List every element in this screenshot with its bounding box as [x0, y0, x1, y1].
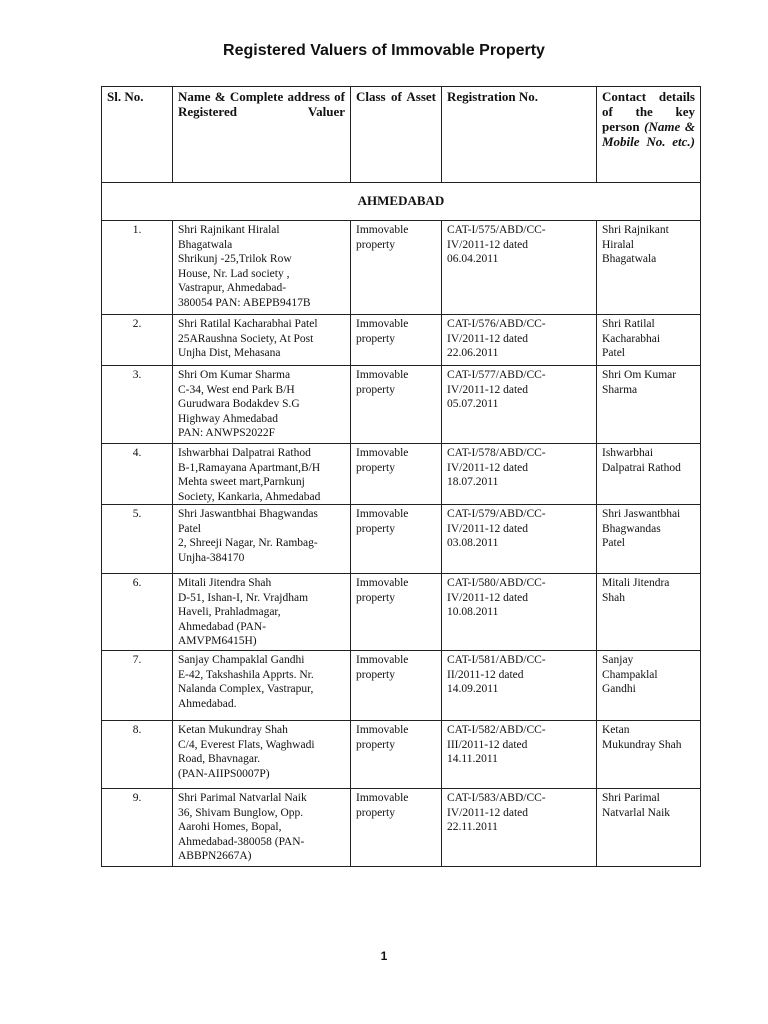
- cell-valuer-name-address: [173, 651, 351, 721]
- table-row: [102, 789, 701, 867]
- cell-contact-person: [597, 651, 701, 721]
- cell-text-line: Sharma: [602, 383, 638, 396]
- cell-text-line: Shri Ratilal Kacharabhai Patel: [178, 318, 318, 330]
- cell-asset-class: [351, 366, 442, 444]
- cell-text-line: IV/2011-12 dated: [447, 522, 529, 535]
- cell-text-line: Ketan Mukundray Shah: [178, 724, 288, 736]
- cell-text-line: Gurudwara Bodakdev S.G: [178, 398, 300, 410]
- cell-text-line: B-1,Ramayana Apartmant,B/H: [178, 461, 321, 474]
- cell-contact-person: [597, 221, 701, 315]
- cell-text-line: E-42, Takshashila Apprts. Nr.: [178, 668, 314, 681]
- cell-text-line: D-51, Ishan-I, Nr. Vrajdham: [178, 591, 309, 604]
- cell-text-line: CAT-I/576/ABD/CC-: [447, 318, 546, 330]
- cell-text-line: Road, Bhavnagar.: [178, 753, 261, 765]
- cell-contact-person: [597, 366, 701, 444]
- cell-text-line: 06.04.2011: [447, 253, 499, 265]
- cell-text-line: Mitali Jitendra Shah: [178, 577, 272, 589]
- table-row: [102, 221, 701, 315]
- cell-registration-no: [442, 574, 597, 651]
- cell-valuer-name-address: [173, 366, 351, 444]
- cell-text-line: C-34, West end Park B/H: [178, 383, 295, 396]
- cell-text-line: Dalpatrai Rathod: [602, 461, 681, 474]
- cell-text-line: ABBPN2667A): [178, 850, 252, 862]
- cell-text-line: IV/2011-12 dated: [447, 383, 529, 396]
- cell-sl-no: 8.: [102, 721, 173, 789]
- cell-text-line: 22.11.2011: [447, 821, 498, 833]
- cell-text-line: Bhagwandas: [602, 522, 661, 535]
- cell-text-line: Ishwarbhai: [602, 447, 654, 459]
- cell-contact-person: [597, 444, 701, 505]
- header-contact-details: [597, 87, 701, 183]
- cell-text-line: 25ARaushna Society, At Post: [178, 332, 314, 345]
- cell-text-line: 36, Shivam Bunglow, Opp.: [178, 806, 304, 819]
- cell-registration-no: [442, 315, 597, 366]
- cell-text-line: Shri Om Kumar Sharma: [178, 369, 291, 381]
- cell-text-line: Natvarlal Naik: [602, 806, 671, 819]
- table-row: [102, 721, 701, 789]
- cell-text-line: CAT-I/581/ABD/CC-: [447, 654, 546, 666]
- cell-text-line: 22.06.2011: [447, 347, 499, 359]
- cell-text-line: Shri Om Kumar: [602, 369, 677, 381]
- table-header-row: [102, 87, 701, 183]
- cell-registration-no: [442, 651, 597, 721]
- cell-sl-no: 2.: [102, 315, 173, 366]
- cell-text-line: Unjha-384170: [178, 551, 245, 564]
- cell-text-line: 03.08.2011: [447, 537, 499, 549]
- cell-text-line: Immovable: [356, 724, 409, 736]
- cell-sl-no: 7.: [102, 651, 173, 721]
- cell-contact-person: [597, 721, 701, 789]
- cell-text-line: Gandhi: [602, 683, 636, 695]
- cell-text-line: Ahmedabad.: [178, 697, 237, 710]
- cell-text-line: Shri Rajnikant: [602, 224, 669, 236]
- page-title: Registered Valuers of Immovable Property: [223, 42, 545, 59]
- cell-text-line: Sanjay Champaklal Gandhi: [178, 654, 305, 666]
- cell-text-line: Shri Parimal Natvarlal Naik: [178, 792, 307, 804]
- cell-text-line: property: [356, 806, 395, 819]
- cell-text-line: property: [356, 668, 395, 681]
- cell-text-line: Shri Parimal: [602, 792, 660, 804]
- cell-text-line: Immovable: [356, 654, 409, 666]
- cell-registration-no: [442, 505, 597, 574]
- header-sl-no: Sl. No.: [102, 87, 173, 183]
- cell-asset-class: [351, 574, 442, 651]
- header-name-address: Name & Complete address of Registered Valuer: [173, 87, 351, 183]
- cell-text-line: 10.08.2011: [447, 606, 499, 618]
- cell-text-line: Ishwarbhai Dalpatrai Rathod: [178, 447, 311, 459]
- cell-text-line: Patel: [602, 347, 625, 359]
- cell-text-line: CAT-I/577/ABD/CC-: [447, 369, 546, 381]
- cell-text-line: property: [356, 738, 395, 751]
- cell-text-line: 14.11.2011: [447, 753, 498, 765]
- page-number: 1: [380, 949, 388, 963]
- cell-asset-class: [351, 444, 442, 505]
- cell-text-line: 18.07.2011: [447, 476, 499, 488]
- cell-registration-no: [442, 789, 597, 867]
- cell-text-line: Vastrapur, Ahmedabad-: [178, 282, 287, 294]
- cell-text-line: Mitali Jitendra: [602, 577, 670, 589]
- cell-valuer-name-address: [173, 505, 351, 574]
- cell-contact-person: [597, 315, 701, 366]
- cell-contact-person: [597, 505, 701, 574]
- cell-text-line: 14.09.2011: [447, 683, 499, 695]
- cell-text-line: 380054 PAN: ABEPB9417B: [178, 296, 311, 309]
- cell-text-line: Aarohi Homes, Bopal,: [178, 821, 282, 833]
- cell-sl-no: 6.: [102, 574, 173, 651]
- cell-text-line: CAT-I/580/ABD/CC-: [447, 577, 546, 589]
- cell-valuer-name-address: [173, 721, 351, 789]
- cell-text-line: Hiralal: [602, 238, 634, 251]
- cell-text-line: Nalanda Complex, Vastrapur,: [178, 683, 314, 695]
- cell-text-line: Immovable: [356, 224, 409, 236]
- cell-text-line: Ketan: [602, 724, 630, 736]
- cell-sl-no: 9.: [102, 789, 173, 867]
- cell-text-line: Shri Jaswantbhai Bhagwandas: [178, 508, 318, 520]
- cell-text-line: Immovable: [356, 318, 409, 330]
- cell-valuer-name-address: [173, 221, 351, 315]
- cell-text-line: Ahmedabad-380058 (PAN-: [178, 835, 305, 848]
- cell-text-line: II/2011-12 dated: [447, 668, 524, 681]
- cell-text-line: CAT-I/578/ABD/CC-: [447, 447, 546, 459]
- cell-text-line: C/4, Everest Flats, Waghwadi: [178, 738, 315, 751]
- cell-text-line: Shri Rajnikant Hiralal: [178, 224, 280, 236]
- cell-text-line: Immovable: [356, 792, 409, 804]
- cell-text-line: IV/2011-12 dated: [447, 806, 529, 819]
- cell-text-line: Mukundray Shah: [602, 738, 682, 751]
- cell-text-line: Shri Ratilal: [602, 318, 655, 330]
- cell-text-line: IV/2011-12 dated: [447, 461, 529, 474]
- header-contact-note: (Name & Mobile No. etc.): [602, 119, 695, 149]
- cell-text-line: Unjha Dist, Mehasana: [178, 347, 281, 359]
- table-row: [102, 366, 701, 444]
- header-contact-label: Contact details of the key person: [602, 89, 695, 134]
- cell-text-line: Patel: [602, 537, 625, 549]
- cell-text-line: (PAN-AIIPS0007P): [178, 767, 270, 780]
- table-row: [102, 315, 701, 366]
- cell-text-line: Sanjay: [602, 654, 634, 666]
- cell-text-line: property: [356, 461, 395, 474]
- cell-text-line: Immovable: [356, 577, 409, 589]
- cell-text-line: CAT-I/582/ABD/CC-: [447, 724, 546, 736]
- cell-asset-class: [351, 789, 442, 867]
- header-class-of-asset: Class of Asset: [351, 87, 442, 183]
- cell-text-line: Champaklal: [602, 668, 658, 681]
- cell-asset-class: [351, 505, 442, 574]
- cell-text-line: House, Nr. Lad society ,: [178, 267, 290, 280]
- cell-text-line: 05.07.2011: [447, 398, 499, 410]
- cell-contact-person: [597, 574, 701, 651]
- table-row: [102, 651, 701, 721]
- cell-text-line: property: [356, 383, 395, 396]
- cell-valuer-name-address: [173, 789, 351, 867]
- cell-sl-no: 5.: [102, 505, 173, 574]
- cell-text-line: Highway Ahmedabad: [178, 412, 278, 425]
- cell-registration-no: [442, 366, 597, 444]
- cell-sl-no: 3.: [102, 366, 173, 444]
- cell-text-line: property: [356, 522, 395, 535]
- cell-registration-no: [442, 221, 597, 315]
- cell-valuer-name-address: [173, 444, 351, 505]
- cell-text-line: property: [356, 332, 395, 345]
- cell-text-line: Society, Kankaria, Ahmedabad: [178, 490, 321, 503]
- cell-sl-no: 1.: [102, 221, 173, 315]
- cell-registration-no: [442, 721, 597, 789]
- cell-text-line: Bhagatwala: [602, 253, 657, 265]
- cell-text-line: IV/2011-12 dated: [447, 238, 529, 251]
- cell-text-line: IV/2011-12 dated: [447, 591, 529, 604]
- table-row: [102, 444, 701, 505]
- cell-text-line: Shah: [602, 591, 625, 604]
- cell-valuer-name-address: [173, 574, 351, 651]
- cell-asset-class: [351, 315, 442, 366]
- cell-text-line: CAT-I/579/ABD/CC-: [447, 508, 546, 520]
- cell-text-line: Immovable: [356, 369, 409, 381]
- cell-text-line: 2, Shreeji Nagar, Nr. Rambag-: [178, 537, 318, 549]
- cell-registration-no: [442, 444, 597, 505]
- cell-text-line: Haveli, Prahladmagar,: [178, 606, 281, 618]
- cell-text-line: property: [356, 591, 395, 604]
- cell-contact-person: [597, 789, 701, 867]
- cell-text-line: IV/2011-12 dated: [447, 332, 529, 345]
- cell-text-line: Ahmedabad (PAN-: [178, 620, 267, 633]
- cell-text-line: AMVPM6415H): [178, 635, 257, 647]
- cell-text-line: Shri Jaswantbhai: [602, 508, 681, 520]
- cell-text-line: III/2011-12 dated: [447, 738, 528, 751]
- valuers-table: [101, 86, 701, 867]
- cell-text-line: Patel: [178, 522, 201, 535]
- cell-text-line: Mehta sweet mart,Parnkunj: [178, 476, 305, 488]
- cell-asset-class: [351, 651, 442, 721]
- table-row: [102, 505, 701, 574]
- cell-asset-class: [351, 221, 442, 315]
- cell-text-line: property: [356, 238, 395, 251]
- table-row: [102, 574, 701, 651]
- cell-text-line: Kacharabhai: [602, 332, 661, 345]
- cell-text-line: Immovable: [356, 447, 409, 459]
- cell-asset-class: [351, 721, 442, 789]
- cell-sl-no: 4.: [102, 444, 173, 505]
- cell-text-line: Shrikunj -25,Trilok Row: [178, 253, 292, 265]
- cell-valuer-name-address: [173, 315, 351, 366]
- cell-text-line: CAT-I/575/ABD/CC-: [447, 224, 546, 236]
- city-row: [102, 183, 701, 221]
- cell-text-line: CAT-I/583/ABD/CC-: [447, 792, 546, 804]
- cell-text-line: Immovable: [356, 508, 409, 520]
- cell-text-line: PAN: ANWPS2022F: [178, 427, 276, 439]
- header-registration-no: Registration No.: [442, 87, 597, 183]
- city-heading: AHMEDABAD: [102, 183, 701, 221]
- cell-text-line: Bhagatwala: [178, 238, 233, 251]
